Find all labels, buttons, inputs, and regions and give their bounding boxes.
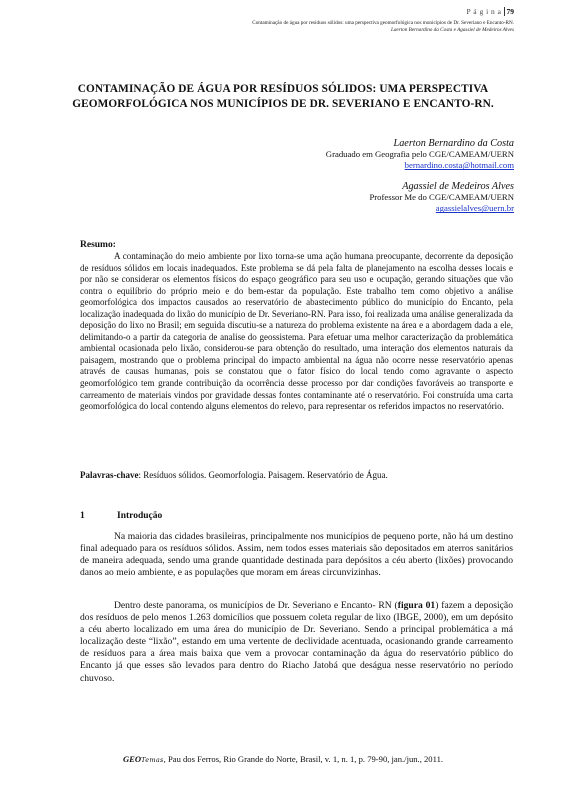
paragraph-text: ) fazem a deposição dos resíduos de pelo menos 1.263 domicílios que possuem coleta regular de lixo (IBGE, 2000), em um depósito a céu aberto localizado em uma área do município de Dr. Severiano. Sendo a principal problemática a má localização deste “lixão”, estando em uma vertente de declividade acentuada, ocasionando grande carreamento de resíduos para a área mais baixa que vem a provocar contaminação da água do reservatório público do Encanto já que esses são levados para dentro do Riacho Jatobá que deságua nesse reservatório no período chuvoso. (80, 600, 513, 684)
running-header-title: Contaminação de água por resíduos sólidos: uma perspectiva geomorfológica nos municípios de Dr. Severiano e Encanto-RN. (252, 20, 514, 26)
author-name: Agassiel de Medeiros Alves (402, 181, 514, 192)
section-heading (80, 511, 162, 521)
figure-reference: figura 01 (397, 600, 436, 611)
page-number: 79 (504, 7, 515, 16)
section-number: 1 (80, 511, 85, 521)
body-paragraph-1: Na maioria das cidades brasileiras, principalmente nos municípios de pequeno porte, não há um destino final adequado para os resíduos sólidos. Assim, nem todos esses materiais são depositados em aterros sanitários de maneira adequada, sendo uma grande quantidade destinada para depósitos a céu aberto (lixões) provocando danos ao meio ambiente, e as populações que moram em áreas circunvizinhas. (80, 531, 513, 579)
abstract-text: A contaminação do meio ambiente por lixo torna-se uma ação humana preocupante, decorrente da deposição de resíduos sólidos em locais inadequados. Este problema se dá pela falta de planejamento na escolha desses locais e por não se considerar os elementos físicos do espaço geográfico para seu uso e ocupação, gerando situações que vão contra o equilíbrio do próprio meio e do bem-estar da população. Este trabalho tem como objetivo a análise geomorfológica dos impactos causados ao reservatório de abastecimento público do município do Encanto, pela localização inadequada do lixão do município de Dr. Severiano-RN. Para isso, foi realizada uma análise generalizada da deposição do lixo no Brasil; em seguida discutiu-se a natureza do problema existente na área e a abordagem dada a ele, delimitando-o a partir da categoria de analise do geossistema. Para efetuar uma melhor caracterização da problemática ambiental ocasionada pelo lixão, considerou-se para obtenção do resultado, uma interação dos elementos naturais da paisagem, mostrando que o problema principal do impacto ambiental na água não ocorre nesse reservatório apenas através de causas humanas, pois se constatou que o fator físico do local tendo como agravante o aspecto geomorfológico tem grande contribuição da ocorrência desse processo por dar condições favoráveis ao transporte e carreamento de materiais vindos por gravidade dessas fontes contaminante até o reservatório. Foi construída uma carta geomorfológica do local contendo alguns elementos do relevo, para representar os referidos impactos no reservatório. (80, 251, 513, 412)
page-label: P á g i n a (466, 7, 502, 16)
author-block-1 (326, 138, 514, 172)
footer-citation: , Pau dos Ferros, Rio Grande do Norte, Brasil, v. 1, n. 1, p. 79-90, jan./jun., 2011. (163, 754, 444, 764)
author-affiliation: Professor Me do CGE/CAMEAM/UERN (369, 192, 514, 203)
author-block-2 (369, 181, 514, 215)
journal-name-sub: Temas (141, 756, 164, 764)
article-title: CONTAMINAÇÃO DE ÁGUA POR RESÍDUOS SÓLIDOS: UMA PERSPECTIVA GEOMORFOLÓGICA NOS MUNICÍPIOS DE DR. SEVERIANO E ENCANTO-RN. (72, 83, 494, 110)
journal-logo (123, 754, 164, 764)
page-footer (0, 754, 566, 764)
author-email-link[interactable]: bernardino.costa@hotmail.com (404, 160, 514, 171)
section-title: Introdução (117, 511, 163, 521)
running-header-page (466, 7, 514, 16)
journal-name-main: GEO (122, 754, 142, 764)
abstract-heading: Resumo: (80, 240, 116, 250)
author-name: Laerton Bernardino da Costa (393, 138, 514, 149)
body-paragraph-2 (80, 600, 513, 685)
keywords-label: Palavras-chave (80, 470, 139, 480)
author-affiliation: Graduado em Geografia pelo CGE/CAMEAM/UERN (325, 149, 514, 160)
keywords (80, 469, 513, 481)
running-header-authors: Laerton Bernardino da Costa e Agassiel de Medeiros Alves (390, 27, 514, 33)
keywords-list: : Resíduos sólidos. Geomorfologia. Paisagem. Reservatório de Água. (138, 470, 388, 480)
paragraph-text: Dentro deste panorama, os municípios de Dr. Severiano e Encanto- RN ( (114, 600, 398, 611)
author-email-link[interactable]: agassielalves@uern.br (435, 203, 514, 214)
